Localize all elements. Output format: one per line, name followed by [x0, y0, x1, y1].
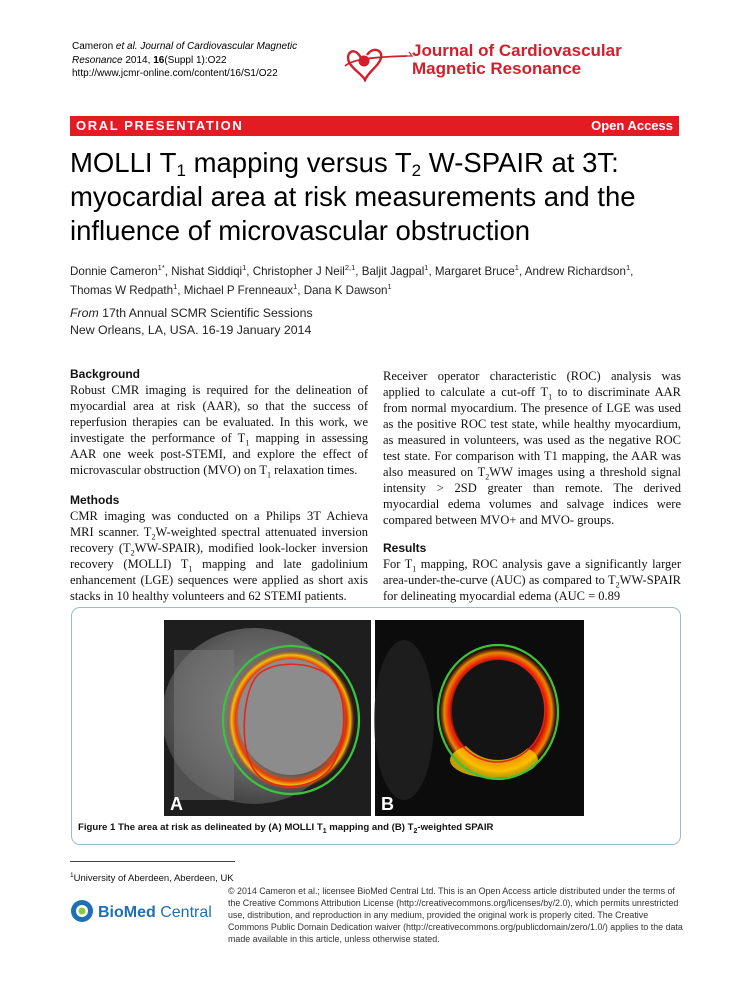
title-line2: myocardial area at risk measurements and the [70, 181, 636, 212]
author: Andrew Richardson$^1$ [524, 263, 631, 278]
article-type-label: ORAL PRESENTATION [76, 118, 244, 133]
author: Dana K Dawson$^1$ [303, 282, 392, 297]
citation-block [72, 40, 297, 81]
title-subscript: 2 [411, 161, 422, 180]
cardiac-mri-images [164, 620, 584, 816]
right-column [383, 368, 681, 604]
author: Baljit Jagpal$^1$ [361, 263, 429, 278]
affiliation: $^1$University of Aberdeen, Aberdeen, UK [70, 872, 234, 885]
author: Donnie Cameron$^{1*}$ [70, 263, 165, 278]
results-text: For $T_1$ mapping, ROC analysis gave a significantly larger area-under-the-curve (AUC) as compared to $T_2WW$-SPAIR for delineating myocardial edema (AUC = 0.89 [383, 557, 681, 603]
journal-name-line1: Journal of Cardiovascular [412, 41, 622, 60]
citation-url-link[interactable]: http://www.jcmr-online.com/content/16/S1/O22 [72, 68, 278, 79]
title-part: W-SPAIR at 3T: [421, 147, 619, 178]
logo-central-text: Central [155, 904, 212, 921]
author: Christopher J Neil$^{2,1}$ [252, 263, 356, 278]
author: Margaret Bruce$^1$ [434, 263, 519, 278]
left-column [70, 366, 368, 604]
title-line3: influence of microvascular obstruction [70, 215, 531, 246]
citation-issue: (Suppl 1):O22 [164, 54, 227, 66]
figure-1 [71, 607, 681, 845]
panel-b-label: B [381, 794, 394, 814]
logo-biomed-text: BioMed [98, 904, 156, 921]
author: Thomas W Redpath$^1$ [70, 282, 178, 297]
author: Michael P Frenneaux$^1$ [183, 282, 298, 297]
journal-name-line2: Magnetic Resonance [412, 59, 582, 78]
author: Nishat Siddiqi$^1$ [171, 263, 247, 278]
conference-name: 17th Annual SCMR Scientific Sessions [98, 306, 313, 320]
conference-location: New Orleans, LA, USA. 16-19 January 2014 [70, 323, 312, 337]
footer-divider [70, 861, 235, 862]
panel-a-image [164, 620, 371, 816]
roc-analysis-text: Receiver operator characteristic (ROC) analysis was applied to calculate a cut-off $T_1$ to to discriminate AAR from normal myocardium. The presence of LGE was used as the positive ROC test state, while healthy myocardium, as measured in volunteers, was used as the negative ROC test state. For comparison with T1 mapping, the AAR was also measured on $T_2WW$ images using a threshold signal intensity > 2SD greater than remote. The derived myocardial edema volumes and salvage indices were compared between MVO+ and MVO- groups. [383, 369, 681, 527]
background-heading: Background [70, 367, 141, 381]
section-banner [70, 116, 679, 136]
from-prefix: From [70, 306, 99, 320]
title-part: mapping versus T [185, 147, 412, 178]
citation-year: 2014, [122, 54, 154, 66]
citation-journal: et al. Journal of Cardiovascular Magnetic [115, 41, 298, 52]
methods-text: CMR imaging was conducted on a Philips 3T Achieva MRI scanner. $T_2W$-weighted spectral attenuated inversion recovery $(T_2WW-SPAIR)$, modified look-locker inversion recovery (MOLLI) $T_1$ mapping and late gadolinium enhancement (LGE) sequences were applied as short axis stacks in 10 healthy volunteers and 62 STEMI patients. [70, 509, 369, 603]
results-heading: Results [383, 541, 427, 555]
citation-volume: 16 [153, 54, 165, 66]
svg-text:BioMed Central [98, 904, 212, 921]
title-part: MOLLI T [70, 147, 177, 178]
citation-resonance: Resonance [72, 54, 123, 66]
panel-a-label: A [170, 794, 183, 814]
title-subscript: 1 [176, 161, 186, 180]
article-title [70, 146, 690, 248]
author-list: Donnie Cameron$^{1*}$, Nishat Siddiqi$^1$, Christopher J Neil$^{2,1}$, Baljit Jagpal$^1$, Margaret Bruce$^1$, Andrew Richardson$^1$, Thomas W Redpath$^1$, Michael P Frenneaux$^1$, Dana K Dawson$^1$ [70, 263, 634, 297]
open-access-label: Open Access [591, 118, 673, 133]
methods-heading: Methods [70, 493, 120, 507]
journal-name [412, 42, 622, 78]
biomed-central-logo [70, 897, 215, 925]
figure-caption: Figure 1 The area at risk as delineated by (A) MOLLI $T_1$ mapping and (B) $T_2$-weighted SPAIR [78, 822, 494, 835]
conference-info [70, 305, 690, 339]
citation-authors: Cameron [72, 41, 116, 52]
license-text: © 2014 Cameron et al.; licensee BioMed Central Ltd. This is an Open Access article distributed under the terms of the Creative Commons Attribution License (http://creativecommons.org/licenses/by/2.0), which permits unrestricted use, distribution, and reproduction in any medium, provided the original work is properly cited. The Creative Commons Public Domain Dedication waiver (http://creativecommons.org/publicdomain/zero/1.0/) applies to the data made available in this article, unless otherwise stated. [228, 886, 683, 945]
background-text: Robust CMR imaging is required for the delineation of myocardial area at risk (AAR), so that the success of reperfusion therapies can be evaluated. In this work, we investigate the performance of $T_1$ mapping in assessing AAR one week post-STEMI, and explore the effect of microvascular obstruction (MVO) on $T_1$ relaxation times. [70, 383, 368, 480]
panel-b-image [374, 620, 584, 816]
